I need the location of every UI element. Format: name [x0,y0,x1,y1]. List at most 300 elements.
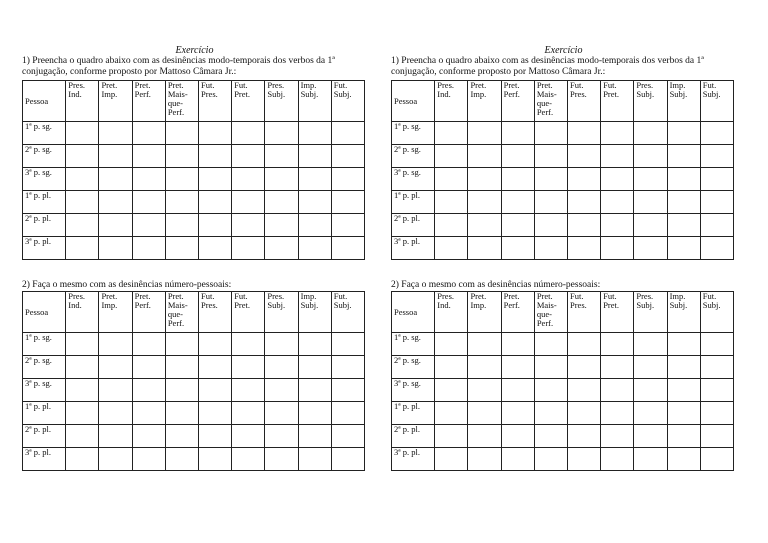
blank-cell[interactable] [232,379,265,402]
blank-cell[interactable] [298,402,331,425]
blank-cell[interactable] [435,122,468,145]
row-label: 3ª p. pl. [392,237,435,260]
blank-cell[interactable] [568,168,601,191]
table-row [392,402,734,425]
column-header: Pres. Ind. [435,81,468,122]
blank-cell[interactable] [265,122,298,145]
blank-cell[interactable] [165,122,198,145]
blank-cell[interactable] [232,191,265,214]
row-label: 2ª p. pl. [23,425,66,448]
blank-cell[interactable] [199,214,232,237]
blank-cell[interactable] [265,191,298,214]
blank-cell[interactable] [568,122,601,145]
column-header: Pret. Perf. [132,292,165,333]
blank-cell[interactable] [468,356,501,379]
blank-cell[interactable] [667,191,700,214]
blank-cell[interactable] [568,448,601,471]
table-row [23,145,365,168]
table-row [23,425,365,448]
blank-cell[interactable] [132,214,165,237]
column-header: Pret. Imp. [99,292,132,333]
blank-cell[interactable] [700,237,733,260]
column-header: Pret. Perf. [501,292,534,333]
blank-cell[interactable] [199,425,232,448]
blank-cell[interactable] [634,379,667,402]
blank-cell[interactable] [132,448,165,471]
blank-cell[interactable] [66,122,99,145]
blank-cell[interactable] [165,448,198,471]
blank-cell[interactable] [501,379,534,402]
blank-cell[interactable] [568,214,601,237]
column-header: Pret. Imp. [468,81,501,122]
blank-cell[interactable] [165,145,198,168]
blank-cell[interactable] [265,356,298,379]
blank-cell[interactable] [601,448,634,471]
blank-cell[interactable] [501,237,534,260]
blank-cell[interactable] [99,402,132,425]
blank-cell[interactable] [265,333,298,356]
blank-cell[interactable] [501,214,534,237]
blank-cell[interactable] [132,402,165,425]
blank-cell[interactable] [99,356,132,379]
blank-cell[interactable] [700,191,733,214]
instruction-1: 1) Preencha o quadro abaixo com as desinências modo-temporais dos verbos da 1ª conjugação, conforme proposto por Mattoso Câmara Jr.: [391,56,704,77]
blank-cell[interactable] [667,145,700,168]
blank-cell[interactable] [199,145,232,168]
blank-cell[interactable] [568,145,601,168]
blank-cell[interactable] [99,425,132,448]
row-label: 1ª p. pl. [23,191,66,214]
blank-cell[interactable] [568,356,601,379]
blank-cell[interactable] [165,425,198,448]
blank-cell[interactable] [165,333,198,356]
blank-cell[interactable] [66,448,99,471]
blank-cell[interactable] [298,168,331,191]
blank-cell[interactable] [331,191,364,214]
blank-cell[interactable] [298,214,331,237]
row-label: 2ª p. sg. [23,356,66,379]
row-label: 1ª p. pl. [392,402,435,425]
blank-cell[interactable] [66,191,99,214]
blank-cell[interactable] [501,145,534,168]
blank-cell[interactable] [298,237,331,260]
blank-cell[interactable] [634,237,667,260]
blank-cell[interactable] [99,191,132,214]
column-header: Pret. Mais-que-Perf. [534,81,567,122]
blank-cell[interactable] [199,122,232,145]
blank-cell[interactable] [468,448,501,471]
blank-cell[interactable] [66,379,99,402]
blank-cell[interactable] [601,122,634,145]
blank-cell[interactable] [132,168,165,191]
blank-cell[interactable] [700,356,733,379]
blank-cell[interactable] [700,122,733,145]
row-label: 3ª p. pl. [23,448,66,471]
column-header: Pret. Perf. [132,81,165,122]
blank-cell[interactable] [99,214,132,237]
table-numero-pessoais [391,291,734,471]
column-header: Pres. Ind. [66,292,99,333]
blank-cell[interactable] [468,145,501,168]
blank-cell[interactable] [298,379,331,402]
column-header: Fut. Pres. [199,81,232,122]
column-header: Fut. Subj. [700,292,733,333]
blank-cell[interactable] [667,448,700,471]
row-label: 1ª p. sg. [23,333,66,356]
blank-cell[interactable] [66,402,99,425]
blank-cell[interactable] [601,425,634,448]
blank-cell[interactable] [66,356,99,379]
blank-cell[interactable] [667,214,700,237]
blank-cell[interactable] [468,402,501,425]
blank-cell[interactable] [232,237,265,260]
blank-cell[interactable] [468,237,501,260]
blank-cell[interactable] [700,168,733,191]
blank-cell[interactable] [66,425,99,448]
blank-cell[interactable] [165,191,198,214]
column-header: Imp. Subj. [667,81,700,122]
row-label: 2ª p. pl. [392,425,435,448]
blank-cell[interactable] [199,168,232,191]
blank-cell[interactable] [534,425,567,448]
blank-cell[interactable] [331,425,364,448]
blank-cell[interactable] [468,214,501,237]
blank-cell[interactable] [435,333,468,356]
blank-cell[interactable] [99,122,132,145]
blank-cell[interactable] [700,333,733,356]
column-header: Pret. Perf. [501,81,534,122]
column-header: Imp. Subj. [298,81,331,122]
blank-cell[interactable] [132,379,165,402]
header-row [23,292,365,333]
column-header: Fut. Subj. [331,81,364,122]
blank-cell[interactable] [132,191,165,214]
blank-cell[interactable] [298,333,331,356]
table-row [392,191,734,214]
blank-cell[interactable] [199,237,232,260]
blank-cell[interactable] [601,191,634,214]
blank-cell[interactable] [634,168,667,191]
blank-cell[interactable] [165,402,198,425]
blank-cell[interactable] [601,214,634,237]
blank-cell[interactable] [99,379,132,402]
blank-cell[interactable] [199,333,232,356]
blank-cell[interactable] [265,168,298,191]
blank-cell[interactable] [199,191,232,214]
blank-cell[interactable] [700,379,733,402]
table-row [23,402,365,425]
blank-cell[interactable] [199,402,232,425]
blank-cell[interactable] [435,402,468,425]
row-label: 1ª p. pl. [392,191,435,214]
table-modo-temporais [391,80,734,260]
blank-cell[interactable] [601,379,634,402]
row-label: 3ª p. pl. [392,448,435,471]
table-row [23,448,365,471]
row-label: 1ª p. pl. [23,402,66,425]
column-header: Pres. Subj. [634,292,667,333]
blank-cell[interactable] [601,145,634,168]
blank-cell[interactable] [700,448,733,471]
table-row [392,214,734,237]
blank-cell[interactable] [468,122,501,145]
blank-cell[interactable] [534,122,567,145]
blank-cell[interactable] [534,356,567,379]
blank-cell[interactable] [165,356,198,379]
blank-cell[interactable] [298,448,331,471]
blank-cell[interactable] [435,448,468,471]
column-header: Pret. Mais-que-Perf. [534,292,567,333]
table-row [392,237,734,260]
blank-cell[interactable] [568,237,601,260]
blank-cell[interactable] [165,214,198,237]
blank-cell[interactable] [165,379,198,402]
blank-cell[interactable] [232,425,265,448]
blank-cell[interactable] [634,448,667,471]
table-row [392,425,734,448]
blank-cell[interactable] [501,402,534,425]
row-label: 2ª p. pl. [392,214,435,237]
blank-cell[interactable] [265,145,298,168]
blank-cell[interactable] [132,237,165,260]
column-header: Fut. Subj. [700,81,733,122]
blank-cell[interactable] [468,168,501,191]
blank-cell[interactable] [99,145,132,168]
blank-cell[interactable] [232,448,265,471]
blank-cell[interactable] [468,379,501,402]
blank-cell[interactable] [132,145,165,168]
blank-cell[interactable] [66,214,99,237]
blank-cell[interactable] [501,356,534,379]
blank-cell[interactable] [331,214,364,237]
column-header: Pret. Mais-que-Perf. [165,292,198,333]
row-label: 3ª p. sg. [23,379,66,402]
blank-cell[interactable] [66,333,99,356]
blank-cell[interactable] [165,237,198,260]
blank-cell[interactable] [265,402,298,425]
column-header: Fut. Pret. [232,81,265,122]
blank-cell[interactable] [601,237,634,260]
blank-cell[interactable] [331,145,364,168]
blank-cell[interactable] [331,168,364,191]
blank-cell[interactable] [601,402,634,425]
table-row [23,214,365,237]
column-header: Pessoa [23,292,66,333]
blank-cell[interactable] [435,356,468,379]
blank-cell[interactable] [534,333,567,356]
blank-cell[interactable] [534,448,567,471]
blank-cell[interactable] [700,425,733,448]
blank-cell[interactable] [435,145,468,168]
blank-cell[interactable] [468,333,501,356]
blank-cell[interactable] [331,122,364,145]
blank-cell[interactable] [534,237,567,260]
row-label: 3ª p. sg. [392,379,435,402]
blank-cell[interactable] [700,214,733,237]
column-header: Pret. Imp. [468,292,501,333]
blank-cell[interactable] [667,425,700,448]
column-header: Fut. Pret. [601,292,634,333]
header-row [23,81,365,122]
blank-cell[interactable] [331,402,364,425]
blank-cell[interactable] [534,402,567,425]
blank-cell[interactable] [232,402,265,425]
blank-cell[interactable] [298,191,331,214]
column-header: Pres. Subj. [265,292,298,333]
instruction-2: 2) Faça o mesmo com as desinências número-pessoais: [22,280,232,290]
blank-cell[interactable] [132,333,165,356]
column-header: Pres. Subj. [634,81,667,122]
blank-cell[interactable] [298,122,331,145]
blank-cell[interactable] [667,168,700,191]
blank-cell[interactable] [634,333,667,356]
blank-cell[interactable] [501,191,534,214]
blank-cell[interactable] [568,191,601,214]
blank-cell[interactable] [66,168,99,191]
column-header: Imp. Subj. [298,292,331,333]
table-row [23,191,365,214]
blank-cell[interactable] [534,145,567,168]
blank-cell[interactable] [331,356,364,379]
blank-cell[interactable] [331,448,364,471]
blank-cell[interactable] [265,425,298,448]
row-label: 2ª p. sg. [23,145,66,168]
blank-cell[interactable] [331,333,364,356]
blank-cell[interactable] [700,145,733,168]
instruction-1: 1) Preencha o quadro abaixo com as desinências modo-temporais dos verbos da 1ª conjugação, conforme proposto por Mattoso Câmara Jr.: [22,56,335,77]
blank-cell[interactable] [99,448,132,471]
column-header: Fut. Pret. [232,292,265,333]
column-header: Fut. Pret. [601,81,634,122]
blank-cell[interactable] [265,448,298,471]
blank-cell[interactable] [667,379,700,402]
blank-cell[interactable] [331,379,364,402]
blank-cell[interactable] [199,448,232,471]
blank-cell[interactable] [534,379,567,402]
blank-cell[interactable] [331,237,364,260]
blank-cell[interactable] [634,356,667,379]
row-label: 3ª p. pl. [23,237,66,260]
blank-cell[interactable] [232,122,265,145]
exercise-title: Exercício [175,45,214,56]
blank-cell[interactable] [501,448,534,471]
blank-cell[interactable] [99,333,132,356]
blank-cell[interactable] [298,356,331,379]
blank-cell[interactable] [634,145,667,168]
blank-cell[interactable] [132,356,165,379]
blank-cell[interactable] [468,425,501,448]
blank-cell[interactable] [265,379,298,402]
column-header: Pessoa [392,292,435,333]
table-row [23,379,365,402]
blank-cell[interactable] [298,145,331,168]
blank-cell[interactable] [435,191,468,214]
blank-cell[interactable] [232,214,265,237]
blank-cell[interactable] [601,356,634,379]
blank-cell[interactable] [501,168,534,191]
blank-cell[interactable] [634,214,667,237]
blank-cell[interactable] [435,214,468,237]
blank-cell[interactable] [435,425,468,448]
row-label: 3ª p. sg. [23,168,66,191]
column-header: Pret. Imp. [99,81,132,122]
blank-cell[interactable] [634,425,667,448]
blank-cell[interactable] [501,425,534,448]
blank-cell[interactable] [232,333,265,356]
table-row [23,122,365,145]
blank-cell[interactable] [298,425,331,448]
blank-cell[interactable] [601,168,634,191]
blank-cell[interactable] [601,333,634,356]
blank-cell[interactable] [534,214,567,237]
blank-cell[interactable] [534,168,567,191]
blank-cell[interactable] [435,379,468,402]
blank-cell[interactable] [501,122,534,145]
table-row [392,145,734,168]
blank-cell[interactable] [700,402,733,425]
column-header: Fut. Pres. [568,81,601,122]
blank-cell[interactable] [667,237,700,260]
blank-cell[interactable] [667,356,700,379]
table-row [392,333,734,356]
blank-cell[interactable] [232,145,265,168]
table-row [23,356,365,379]
blank-cell[interactable] [99,168,132,191]
blank-cell[interactable] [199,379,232,402]
blank-cell[interactable] [265,214,298,237]
blank-cell[interactable] [568,379,601,402]
blank-cell[interactable] [232,356,265,379]
blank-cell[interactable] [132,425,165,448]
blank-cell[interactable] [199,356,232,379]
blank-cell[interactable] [534,191,567,214]
blank-cell[interactable] [667,402,700,425]
column-header: Fut. Pres. [199,292,232,333]
blank-cell[interactable] [165,168,198,191]
table-numero-pessoais [22,291,365,471]
table-row [392,379,734,402]
table-row [392,448,734,471]
column-header: Pessoa [392,81,435,122]
blank-cell[interactable] [634,122,667,145]
column-header: Pres. Subj. [265,81,298,122]
blank-cell[interactable] [667,122,700,145]
blank-cell[interactable] [501,333,534,356]
blank-cell[interactable] [568,402,601,425]
row-label: 3ª p. sg. [392,168,435,191]
table-modo-temporais [22,80,365,260]
blank-cell[interactable] [667,333,700,356]
row-label: 1ª p. sg. [392,122,435,145]
blank-cell[interactable] [66,237,99,260]
blank-cell[interactable] [132,122,165,145]
blank-cell[interactable] [435,237,468,260]
blank-cell[interactable] [265,237,298,260]
blank-cell[interactable] [468,191,501,214]
row-label: 1ª p. sg. [392,333,435,356]
blank-cell[interactable] [634,402,667,425]
instruction-2: 2) Faça o mesmo com as desinências número-pessoais: [391,280,601,290]
blank-cell[interactable] [435,168,468,191]
blank-cell[interactable] [568,333,601,356]
blank-cell[interactable] [66,145,99,168]
column-header: Imp. Subj. [667,292,700,333]
blank-cell[interactable] [232,168,265,191]
blank-cell[interactable] [568,425,601,448]
blank-cell[interactable] [634,191,667,214]
blank-cell[interactable] [99,237,132,260]
table-row [392,356,734,379]
